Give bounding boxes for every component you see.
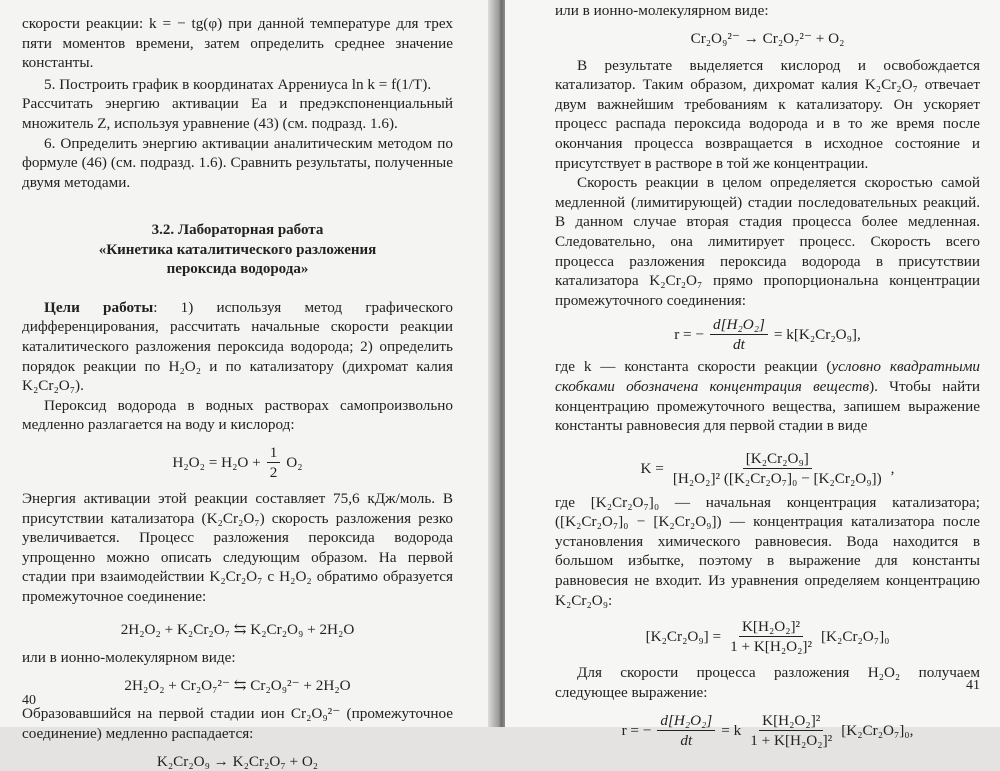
paragraph-result: В результате выделяется кислород и освобождается катализатор. Таким образом, дихромат калия K₂Cr₂O₇ отвечает двум важнейшим требованиям к катализатору. Он ускоряет процесс распада пероксида водорода и в то же время после окончания процесса возвращается в исходное состояние и присутствует в растворе в той же концентрации. [555, 56, 980, 172]
section-heading [22, 221, 453, 280]
eq9-den1: dt [680, 732, 693, 750]
paragraph-rate: Скорость реакции в целом определяется скоростью самой медленной (лимитирующей) стадии последовательных реакций. В данном случае вторая стадия процесса более медленная. Следовательно, она лимитирует процесс. Скорость всего процесса разложения пероксида водорода в присутствии катализатора K₂Cr₂O₇ прямо пропорциональна концентрации промежуточного соединения: [555, 174, 980, 309]
eq1-left: H₂O₂ = H₂O + [172, 454, 261, 471]
eq7-fraction [670, 450, 885, 487]
eq1-den: 2 [269, 464, 278, 481]
paragraph-ion: Образовавшийся на первой стадии ион Cr₂O₉²⁻ (промежуточное соединение) медленно распадается: [22, 705, 453, 742]
paragraph-final: Для скорости процесса разложения H₂O₂ получаем следующее выражение: [555, 664, 980, 701]
left-page [0, 0, 493, 771]
paragraph-speed: скорости реакции: k = − tg(φ) при данной температуре для трех пяти моментов времени, затем определить среднее значение константы. [22, 15, 453, 72]
item-5-body: Рассчитать энергию активации Eа и предэкспоненциальный множитель Z, используя уравнение (43) (см. подразд. 1.6). [22, 95, 453, 132]
equation-stage2-ionic: Cr₂O₉²⁻ → Cr₂O₇²⁻ + O₂ [690, 29, 845, 47]
equation-rate [555, 316, 980, 353]
equation-intermediate [555, 618, 980, 655]
eq6-den: dt [733, 336, 745, 354]
page-number-left: 40 [22, 693, 36, 708]
paragraph-where: где [K₂Cr₂O₇]₀ — начальная концентрация катализатора; ([K₂Cr₂O₇]₀ − [K₂Cr₂O₉]) — концентрация катализатора после установления химического равновесия. Вода находится в большом избытке, поэтому в выражение для константы равновесия не входит. Из уравнения определяем концентрацию K₂Cr₂O₉: [555, 493, 980, 609]
eq1-num: 1 [267, 444, 281, 463]
paragraph-energy: Энергия активации этой реакции составляет 75,6 кДж/моль. В присутствии катализатора (K₂Cr₂O₇) скорость разложения резко увеличивается. Процесс разложения пероксида водорода упрощенно можно описать следующим образом. На первой стадии при взаимодействии K₂Cr₂O₇ с H₂O₂ обратимо образуется промежуточное соединение: [22, 490, 453, 605]
heading-line-1: 3.2. Лабораторная работа [151, 222, 324, 239]
equation-stage1-ionic: 2H₂O₂ + Cr₂O₇²⁻ ⇆ Cr₂O₉²⁻ + 2H₂O [124, 677, 351, 695]
equation-equilibrium [555, 450, 980, 487]
eq6-right: = k[K₂Cr₂O₉], [773, 326, 861, 344]
item-5-title: 5. Построить график в координатах Аррениуса ln k = f(1/T). [44, 75, 432, 93]
para-k-italic: условно квадратными скобками обозначена концентрация веществ [555, 358, 980, 395]
eq9-mid: = k [721, 722, 742, 740]
heading-line-3: пероксида водорода» [166, 261, 309, 278]
eq9-num2: K[H₂O₂]² [759, 712, 823, 731]
para-k-b: ). Чтобы найти концентрацию промежуточного вещества, запишем выражение константы равновесия для первой стадии в виде [555, 377, 980, 435]
eq9-right: [K₂Cr₂O₇]₀, [841, 722, 914, 740]
eq8-fraction [727, 618, 815, 655]
paragraph-peroxide: Пероксид водорода в водных растворах самопроизвольно медленно разлагается на воду и кислород: [22, 396, 453, 434]
eq9-fraction-2 [747, 712, 835, 749]
eq8-right: [K₂Cr₂O₇]₀ [821, 628, 890, 646]
eq8-num: K[H₂O₂]² [739, 618, 803, 637]
goals-paragraph [22, 298, 453, 396]
eq6-num: d[H₂O₂] [710, 316, 768, 335]
eq9-den2: 1 + K[H₂O₂]² [750, 732, 833, 750]
eq7-num: [K₂Cr₂O₉] [743, 450, 812, 469]
equation-stage2: K₂Cr₂O₉ → K₂Cr₂O₇ + O₂ [156, 753, 319, 771]
right-page [505, 0, 1000, 750]
paragraph-constant [555, 357, 980, 435]
eq7-right: , [890, 459, 895, 477]
para-k-a: где k — константа скорости реакции ( [555, 358, 832, 376]
eq6-fraction [710, 316, 768, 353]
eq8-left: [K₂Cr₂O₉] = [645, 628, 722, 646]
eq7-den: [H₂O₂]² ([K₂Cr₂O₇]₀ − [K₂Cr₂O₉]) [672, 469, 882, 487]
goals-text: : 1) используя метод графического дифференцирования, рассчитать начальные скорости реакции каталитического разложения пероксида водорода; 2) определить порядок реакции по H₂O₂ и по катализатору (дихромат калия K₂Cr₂O₇). [22, 298, 453, 395]
heading-line-2: «Кинетика каталитического разложения [98, 241, 377, 258]
eq1-right: O₂ [286, 454, 303, 471]
eq7-left: K = [640, 459, 664, 477]
equation-decomposition [22, 444, 453, 481]
eq9-num1: d[H₂O₂] [657, 712, 715, 731]
eq8-den: 1 + K[H₂O₂]² [730, 638, 812, 656]
eq9-fraction-1 [657, 712, 715, 749]
page-number-right: 41 [966, 678, 980, 693]
equation-final-rate [555, 712, 980, 749]
eq6-left: r = − [674, 326, 704, 344]
goals-label: Цели работы [44, 298, 154, 316]
eq9-left: r = − [621, 722, 652, 740]
equation-stage1: 2H₂O₂ + K₂Cr₂O₇ ⇆ K₂Cr₂O₉ + 2H₂O [120, 620, 355, 638]
ionic-label-1: или в ионно-молекулярном виде: [22, 648, 236, 666]
eq1-fraction [267, 444, 281, 481]
ionic-label-2: или в ионно-молекулярном виде: [555, 2, 769, 19]
item-6: 6. Определить энергию активации аналитическим методом по формуле (46) (см. подразд. 1.6). Сравнить результаты, полученные двумя методами. [22, 134, 453, 191]
